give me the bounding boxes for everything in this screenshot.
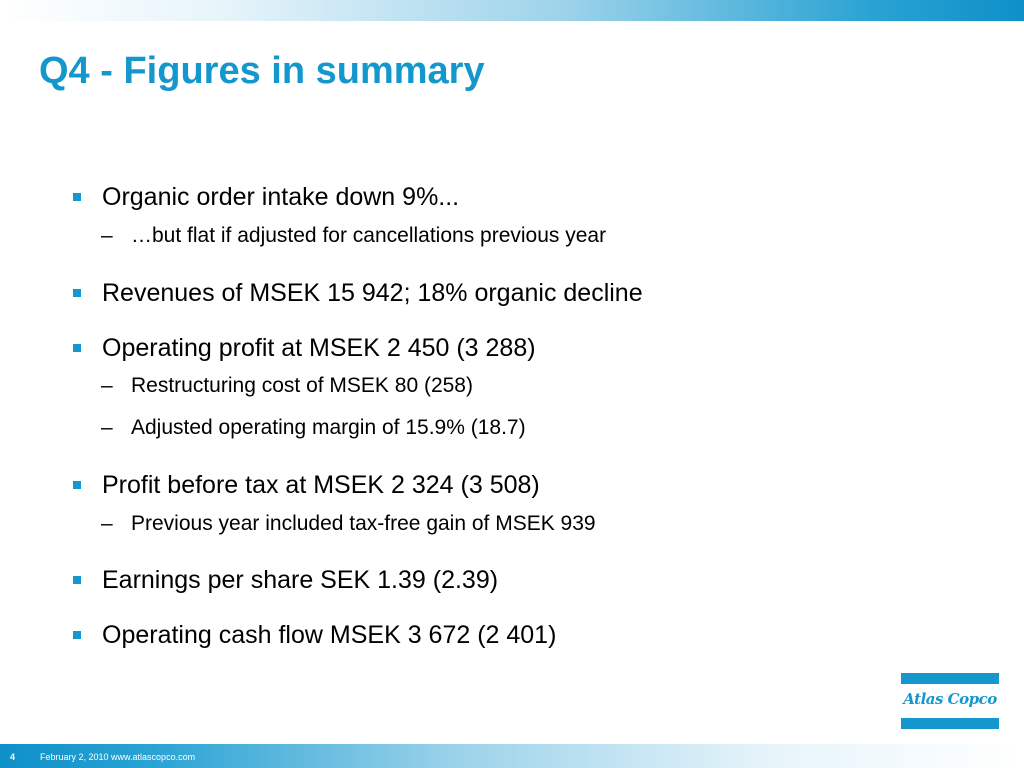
dash-marker: –: [101, 416, 113, 439]
bullet-text: Earnings per share SEK 1.39 (2.39): [102, 566, 499, 594]
dash-marker: –: [101, 374, 113, 397]
bullet-item: [73, 334, 536, 363]
sub-bullet-item: [101, 512, 596, 536]
sub-bullet-item: [101, 416, 526, 440]
slide-title: Q4 - Figures in summary: [39, 50, 485, 92]
footer-date-url: February 2, 2010 www.atlascopco.com: [40, 752, 196, 762]
bullet-item: [73, 279, 643, 308]
bullet-item: [73, 183, 459, 212]
bullet-text: Revenues of MSEK 15 942; 18% organic decline: [102, 279, 643, 307]
sub-bullet-text: Adjusted operating margin of 15.9% (18.7): [131, 416, 526, 439]
sub-bullet-item: [101, 374, 473, 398]
sub-bullet-item: [101, 224, 606, 248]
square-bullet-icon: [73, 289, 81, 297]
bullet-item: [73, 471, 540, 500]
logo-wordmark: Atlas Copco: [903, 690, 997, 708]
bullet-text: Operating cash flow MSEK 3 672 (2 401): [102, 621, 557, 649]
square-bullet-icon: [73, 193, 81, 201]
atlas-copco-logo: [901, 673, 999, 733]
dash-marker: –: [101, 512, 113, 535]
bullet-text: Operating profit at MSEK 2 450 (3 288): [102, 334, 536, 362]
square-bullet-icon: [73, 631, 81, 639]
dash-marker: –: [101, 224, 113, 247]
bullet-text: Organic order intake down 9%...: [102, 183, 460, 211]
page-number: 4: [10, 752, 16, 762]
logo-bottom-bar: [901, 718, 999, 729]
bullet-item: [73, 566, 498, 595]
bullet-item: [73, 621, 556, 650]
square-bullet-icon: [73, 481, 81, 489]
sub-bullet-text: …but flat if adjusted for cancellations previous year: [131, 224, 607, 247]
square-bullet-icon: [73, 576, 81, 584]
sub-bullet-text: Previous year included tax-free gain of MSEK 939: [131, 512, 596, 535]
header-gradient-band: [0, 0, 1024, 21]
bullet-text: Profit before tax at MSEK 2 324 (3 508): [102, 471, 540, 499]
square-bullet-icon: [73, 344, 81, 352]
logo-top-bar: [901, 673, 999, 684]
sub-bullet-text: Restructuring cost of MSEK 80 (258): [131, 374, 473, 397]
